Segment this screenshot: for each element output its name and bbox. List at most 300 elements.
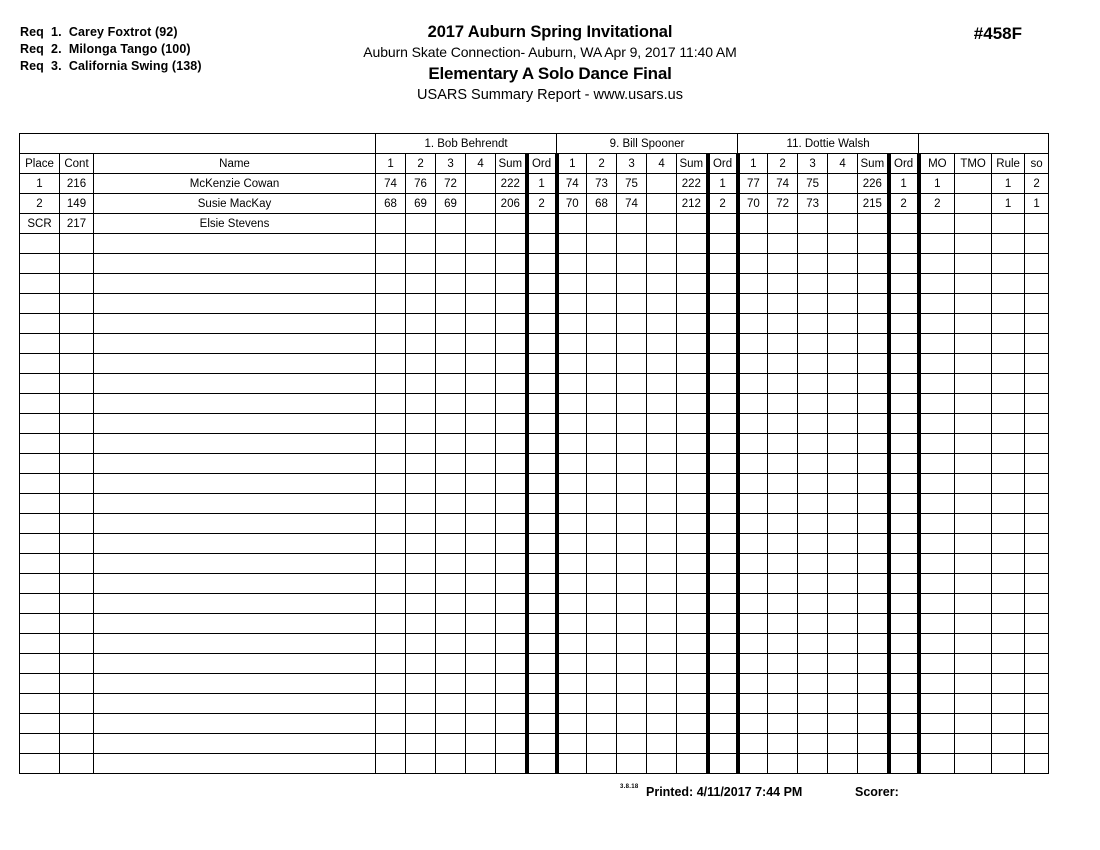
cell-place: [20, 414, 60, 434]
cell-rule: 1: [992, 194, 1025, 214]
cell-judge-3-sum: [858, 454, 889, 474]
cell-so: [1025, 414, 1049, 434]
cell-judge-1-score-1: [376, 414, 406, 434]
table-row: [20, 274, 1049, 294]
cell-judge-1-ord: [527, 574, 557, 594]
requirement-item: Req 2. Milonga Tango (100): [20, 42, 191, 56]
cell-judge-1-sum: [496, 374, 527, 394]
cell-judge-1-score-3: [436, 494, 466, 514]
cell-judge-2-ord: [708, 414, 738, 434]
cell-so: [1025, 334, 1049, 354]
cell-judge-1-score-4: [466, 374, 496, 394]
cell-rule: [992, 614, 1025, 634]
cell-judge-3-ord: [889, 694, 919, 714]
cell-name: [94, 234, 376, 254]
header-judge-3-4: 4: [828, 154, 858, 174]
cell-judge-1-score-4: [466, 274, 496, 294]
cell-judge-2-ord: [708, 354, 738, 374]
cell-judge-1-score-1: [376, 694, 406, 714]
cell-judge-2-score-3: [617, 614, 647, 634]
cell-judge-3-score-4: [828, 454, 858, 474]
cell-judge-2-score-2: [587, 414, 617, 434]
cell-judge-3-score-2: [768, 614, 798, 634]
cell-judge-2-sum: [677, 334, 708, 354]
table-row: [20, 554, 1049, 574]
cell-judge-3-score-1: [738, 434, 768, 454]
cell-place: [20, 694, 60, 714]
cell-judge-3-ord: [889, 594, 919, 614]
cell-judge-3-score-2: [768, 514, 798, 534]
cell-judge-1-score-4: [466, 194, 496, 214]
cell-judge-3-score-1: [738, 594, 768, 614]
cell-judge-1-sum: [496, 354, 527, 374]
cell-judge-2-score-3: [617, 554, 647, 574]
cell-judge-1-score-1: [376, 754, 406, 774]
cell-judge-2-score-2: [587, 574, 617, 594]
cell-judge-1-score-2: [406, 514, 436, 534]
cell-judge-1-score-2: 76: [406, 174, 436, 194]
cell-judge-3-score-2: [768, 734, 798, 754]
header-judge-2-4: 4: [647, 154, 677, 174]
cell-rule: [992, 734, 1025, 754]
cell-judge-1-score-1: [376, 654, 406, 674]
cell-mo: [919, 634, 955, 654]
cell-judge-2-ord: 2: [708, 194, 738, 214]
cell-judge-1-score-3: [436, 574, 466, 594]
cell-judge-1-score-1: [376, 634, 406, 654]
table-row: [20, 514, 1049, 534]
cell-judge-2-score-3: [617, 574, 647, 594]
cell-judge-2-score-2: [587, 554, 617, 574]
cell-judge-3-score-3: [798, 434, 828, 454]
cell-judge-2-score-4: [647, 314, 677, 334]
header-mo: MO: [919, 154, 955, 174]
cell-judge-1-score-2: [406, 394, 436, 414]
cell-judge-1-score-2: [406, 554, 436, 574]
cell-judge-2-ord: [708, 714, 738, 734]
cell-judge-3-score-4: [828, 754, 858, 774]
cell-judge-1-ord: [527, 434, 557, 454]
cell-judge-3-sum: 215: [858, 194, 889, 214]
cell-cont: [60, 454, 94, 474]
cell-judge-1-sum: [496, 594, 527, 614]
cell-judge-2-ord: [708, 334, 738, 354]
cell-judge-2-ord: [708, 254, 738, 274]
requirement-item: Req 1. Carey Foxtrot (92): [20, 25, 178, 39]
cell-name: [94, 614, 376, 634]
cell-judge-3-sum: [858, 734, 889, 754]
cell-judge-1-score-3: [436, 554, 466, 574]
header-judge-2-3: 3: [617, 154, 647, 174]
cell-judge-2-sum: [677, 454, 708, 474]
cell-judge-2-ord: [708, 394, 738, 414]
cell-judge-2-sum: [677, 574, 708, 594]
cell-judge-3-sum: [858, 574, 889, 594]
cell-judge-3-ord: 2: [889, 194, 919, 214]
cell-judge-3-score-4: [828, 714, 858, 734]
cell-judge-1-score-3: [436, 754, 466, 774]
cell-judge-2-score-4: [647, 474, 677, 494]
cell-name: [94, 314, 376, 334]
cell-judge-3-score-3: [798, 574, 828, 594]
cell-judge-2-ord: [708, 674, 738, 694]
cell-judge-2-score-4: [647, 234, 677, 254]
cell-place: [20, 354, 60, 374]
cell-judge-2-score-1: [557, 314, 587, 334]
cell-mo: [919, 614, 955, 634]
cell-judge-3-sum: [858, 594, 889, 614]
cell-so: [1025, 714, 1049, 734]
cell-judge-1-score-4: [466, 174, 496, 194]
cell-judge-2-score-1: [557, 694, 587, 714]
cell-judge-1-score-3: [436, 354, 466, 374]
cell-judge-1-sum: [496, 654, 527, 674]
cell-judge-1-score-4: [466, 574, 496, 594]
cell-judge-3-score-1: [738, 654, 768, 674]
cell-judge-3-score-4: [828, 314, 858, 334]
cell-judge-1-ord: [527, 394, 557, 414]
cell-judge-2-score-4: [647, 354, 677, 374]
results-table: [19, 133, 1049, 774]
cell-judge-3-ord: [889, 474, 919, 494]
cell-judge-1-ord: [527, 414, 557, 434]
cell-judge-2-score-2: [587, 374, 617, 394]
cell-judge-2-sum: [677, 494, 708, 514]
cell-judge-1-score-1: [376, 274, 406, 294]
cell-judge-1-score-2: [406, 254, 436, 274]
cell-mo: 2: [919, 194, 955, 214]
cell-judge-2-score-4: [647, 674, 677, 694]
header-judge-2-2: 2: [587, 154, 617, 174]
cell-judge-1-score-4: [466, 334, 496, 354]
cell-judge-1-score-1: [376, 374, 406, 394]
cell-judge-1-score-1: [376, 614, 406, 634]
cell-judge-2-score-1: [557, 454, 587, 474]
cell-name: [94, 734, 376, 754]
header-judge-1-4: 4: [466, 154, 496, 174]
cell-cont: [60, 494, 94, 514]
cell-judge-1-ord: [527, 474, 557, 494]
cell-judge-1-score-2: [406, 274, 436, 294]
cell-judge-3-sum: [858, 754, 889, 774]
cell-judge-1-sum: [496, 734, 527, 754]
cell-place: [20, 434, 60, 454]
cell-judge-3-ord: [889, 674, 919, 694]
cell-judge-2-score-4: [647, 694, 677, 714]
cell-judge-3-score-2: [768, 294, 798, 314]
cell-tmo: [955, 454, 992, 474]
cell-judge-1-score-4: [466, 354, 496, 374]
cell-judge-1-score-3: [436, 454, 466, 474]
cell-judge-2-sum: [677, 234, 708, 254]
cell-judge-2-score-4: [647, 614, 677, 634]
cell-tmo: [955, 274, 992, 294]
cell-judge-3-score-2: [768, 474, 798, 494]
cell-judge-1-score-2: [406, 334, 436, 354]
cell-judge-2-sum: [677, 354, 708, 374]
cell-judge-3-score-4: [828, 514, 858, 534]
cell-judge-1-score-3: [436, 694, 466, 714]
cell-judge-3-score-1: [738, 294, 768, 314]
cell-cont: [60, 274, 94, 294]
cell-judge-2-sum: [677, 374, 708, 394]
cell-judge-3-score-4: [828, 254, 858, 274]
cell-judge-3-ord: [889, 654, 919, 674]
cell-judge-1-score-3: [436, 474, 466, 494]
cell-judge-3-score-4: [828, 494, 858, 514]
cell-place: [20, 454, 60, 474]
cell-judge-1-score-4: [466, 434, 496, 454]
judge-band-row: [20, 134, 1049, 154]
cell-judge-3-score-2: [768, 754, 798, 774]
cell-name: [94, 554, 376, 574]
cell-judge-2-score-3: [617, 634, 647, 654]
cell-tmo: [955, 394, 992, 414]
cell-judge-1-score-2: [406, 674, 436, 694]
header-cont: Cont: [60, 154, 94, 174]
table-row: [20, 214, 1049, 234]
cell-judge-3-score-4: [828, 674, 858, 694]
cell-judge-2-score-3: [617, 254, 647, 274]
cell-name: [94, 434, 376, 454]
header-judge-2-sum: Sum: [677, 154, 708, 174]
cell-judge-3-score-3: [798, 534, 828, 554]
cell-judge-1-score-2: [406, 594, 436, 614]
cell-judge-1-ord: [527, 374, 557, 394]
judge-name-band: 1. Bob Behrendt: [376, 134, 557, 154]
cell-mo: [919, 574, 955, 594]
cell-judge-1-score-3: [436, 254, 466, 274]
cell-judge-3-sum: [858, 294, 889, 314]
cell-judge-3-ord: [889, 254, 919, 274]
cell-judge-1-ord: 1: [527, 174, 557, 194]
cell-judge-2-score-2: [587, 674, 617, 694]
report-subtitle: USARS Summary Report - www.usars.us: [417, 87, 683, 103]
cell-rule: [992, 674, 1025, 694]
cell-judge-2-score-2: [587, 354, 617, 374]
cell-judge-2-sum: [677, 394, 708, 414]
cell-judge-1-score-1: [376, 494, 406, 514]
cell-judge-2-sum: [677, 654, 708, 674]
cell-tmo: [955, 554, 992, 574]
cell-so: [1025, 574, 1049, 594]
cell-judge-2-score-4: [647, 254, 677, 274]
cell-judge-1-score-2: [406, 634, 436, 654]
event-code: #458F: [973, 24, 1022, 43]
cell-tmo: [955, 214, 992, 234]
cell-cont: [60, 754, 94, 774]
cell-judge-3-ord: [889, 534, 919, 554]
cell-judge-1-sum: [496, 674, 527, 694]
cell-place: [20, 594, 60, 614]
event-name: Elementary A Solo Dance Final: [428, 64, 672, 83]
cell-judge-3-score-4: [828, 334, 858, 354]
cell-judge-2-score-3: [617, 474, 647, 494]
cell-judge-1-score-4: [466, 674, 496, 694]
column-header-row: [20, 154, 1049, 174]
cell-judge-3-score-1: [738, 714, 768, 734]
cell-judge-2-score-2: [587, 734, 617, 754]
cell-name: [94, 514, 376, 534]
cell-judge-2-score-1: [557, 754, 587, 774]
cell-so: [1025, 314, 1049, 334]
cell-place: [20, 334, 60, 354]
cell-judge-2-score-2: [587, 394, 617, 414]
cell-judge-3-sum: [858, 394, 889, 414]
cell-judge-1-score-3: [436, 634, 466, 654]
cell-judge-2-score-1: [557, 474, 587, 494]
cell-judge-3-sum: [858, 554, 889, 574]
cell-judge-3-sum: [858, 354, 889, 374]
cell-so: [1025, 394, 1049, 414]
cell-judge-1-ord: [527, 634, 557, 654]
table-row: [20, 534, 1049, 554]
cell-judge-3-sum: [858, 234, 889, 254]
cell-judge-2-score-1: [557, 334, 587, 354]
cell-judge-1-score-4: [466, 414, 496, 434]
cell-judge-3-sum: [858, 654, 889, 674]
cell-judge-3-sum: [858, 254, 889, 274]
cell-mo: [919, 374, 955, 394]
header-judge-1-3: 3: [436, 154, 466, 174]
cell-judge-1-score-4: [466, 214, 496, 234]
cell-judge-3-score-3: [798, 554, 828, 574]
cell-judge-3-score-3: [798, 254, 828, 274]
cell-name: [94, 454, 376, 474]
cell-judge-3-score-1: [738, 414, 768, 434]
cell-judge-1-score-2: [406, 214, 436, 234]
cell-mo: [919, 594, 955, 614]
cell-judge-3-score-2: [768, 494, 798, 514]
cell-judge-1-ord: [527, 354, 557, 374]
cell-tmo: [955, 694, 992, 714]
cell-judge-3-score-1: [738, 214, 768, 234]
cell-place: [20, 474, 60, 494]
cell-so: 2: [1025, 174, 1049, 194]
cell-judge-1-score-4: [466, 494, 496, 514]
cell-rule: 1: [992, 174, 1025, 194]
cell-judge-2-score-1: 74: [557, 174, 587, 194]
cell-judge-1-score-1: [376, 314, 406, 334]
cell-judge-2-ord: [708, 574, 738, 594]
cell-judge-2-ord: [708, 454, 738, 474]
cell-judge-2-score-2: [587, 754, 617, 774]
cell-judge-1-score-3: [436, 374, 466, 394]
table-row: [20, 714, 1049, 734]
cell-tmo: [955, 374, 992, 394]
cell-judge-3-score-2: [768, 234, 798, 254]
cell-mo: [919, 254, 955, 274]
cell-judge-3-score-4: [828, 534, 858, 554]
cell-judge-3-score-2: [768, 334, 798, 354]
cell-judge-1-ord: [527, 534, 557, 554]
cell-mo: [919, 274, 955, 294]
cell-judge-1-score-1: 74: [376, 174, 406, 194]
cell-judge-1-ord: [527, 614, 557, 634]
cell-judge-2-score-2: [587, 594, 617, 614]
cell-judge-1-score-4: [466, 554, 496, 574]
cell-judge-3-ord: [889, 614, 919, 634]
scorer-label: Scorer:: [855, 785, 899, 799]
cell-judge-3-score-3: 73: [798, 194, 828, 214]
cell-judge-2-score-2: [587, 654, 617, 674]
table-row: [20, 614, 1049, 634]
requirement-item: Req 3. California Swing (138): [20, 59, 202, 73]
cell-name: [94, 334, 376, 354]
cell-judge-1-score-3: [436, 614, 466, 634]
cell-rule: [992, 474, 1025, 494]
cell-judge-2-ord: [708, 554, 738, 574]
cell-judge-3-score-2: 72: [768, 194, 798, 214]
cell-judge-3-score-3: [798, 494, 828, 514]
cell-judge-1-sum: [496, 334, 527, 354]
cell-judge-1-score-1: [376, 554, 406, 574]
cell-judge-3-sum: [858, 694, 889, 714]
cell-judge-3-score-1: [738, 554, 768, 574]
cell-judge-1-ord: 2: [527, 194, 557, 214]
cell-judge-3-score-2: [768, 654, 798, 674]
cell-judge-1-score-4: [466, 514, 496, 534]
cell-judge-1-score-3: [436, 334, 466, 354]
cell-judge-1-score-4: [466, 734, 496, 754]
cell-judge-1-sum: [496, 694, 527, 714]
cell-judge-1-sum: 206: [496, 194, 527, 214]
cell-judge-3-score-2: [768, 574, 798, 594]
printed-timestamp: Printed: 4/11/2017 7:44 PM: [646, 785, 803, 799]
cell-judge-3-score-1: [738, 634, 768, 654]
cell-judge-2-score-1: [557, 534, 587, 554]
cell-judge-2-score-2: [587, 434, 617, 454]
cell-judge-1-score-4: [466, 634, 496, 654]
cell-mo: [919, 534, 955, 554]
cell-place: [20, 634, 60, 654]
cell-judge-1-score-4: [466, 614, 496, 634]
cell-tmo: [955, 174, 992, 194]
cell-rule: [992, 594, 1025, 614]
cell-judge-3-score-1: [738, 754, 768, 774]
cell-judge-1-ord: [527, 734, 557, 754]
cell-judge-3-score-3: [798, 754, 828, 774]
venue-datetime: Auburn Skate Connection- Auburn, WA Apr 9, 2017 11:40 AM: [363, 44, 737, 60]
cell-judge-3-score-4: [828, 234, 858, 254]
cell-judge-2-score-3: [617, 314, 647, 334]
cell-judge-1-score-3: 69: [436, 194, 466, 214]
cell-judge-3-score-1: [738, 314, 768, 334]
cell-judge-3-score-2: [768, 694, 798, 714]
cell-judge-2-score-2: [587, 694, 617, 714]
cell-judge-1-score-3: [436, 214, 466, 234]
cell-judge-1-score-2: [406, 654, 436, 674]
cell-judge-2-score-1: [557, 554, 587, 574]
cell-judge-2-ord: [708, 594, 738, 614]
competition-title: 2017 Auburn Spring Invitational: [427, 23, 673, 41]
cell-tmo: [955, 634, 992, 654]
cell-judge-1-score-1: [376, 354, 406, 374]
cell-tmo: [955, 654, 992, 674]
cell-judge-2-score-3: [617, 374, 647, 394]
cell-judge-1-score-2: [406, 754, 436, 774]
cell-judge-2-score-3: [617, 514, 647, 534]
cell-judge-3-score-3: [798, 714, 828, 734]
cell-judge-1-sum: [496, 574, 527, 594]
cell-judge-1-score-3: [436, 414, 466, 434]
cell-judge-2-ord: [708, 234, 738, 254]
cell-judge-3-score-4: [828, 274, 858, 294]
cell-rule: [992, 334, 1025, 354]
cell-judge-2-score-2: [587, 534, 617, 554]
cell-judge-2-sum: [677, 274, 708, 294]
cell-rule: [992, 294, 1025, 314]
